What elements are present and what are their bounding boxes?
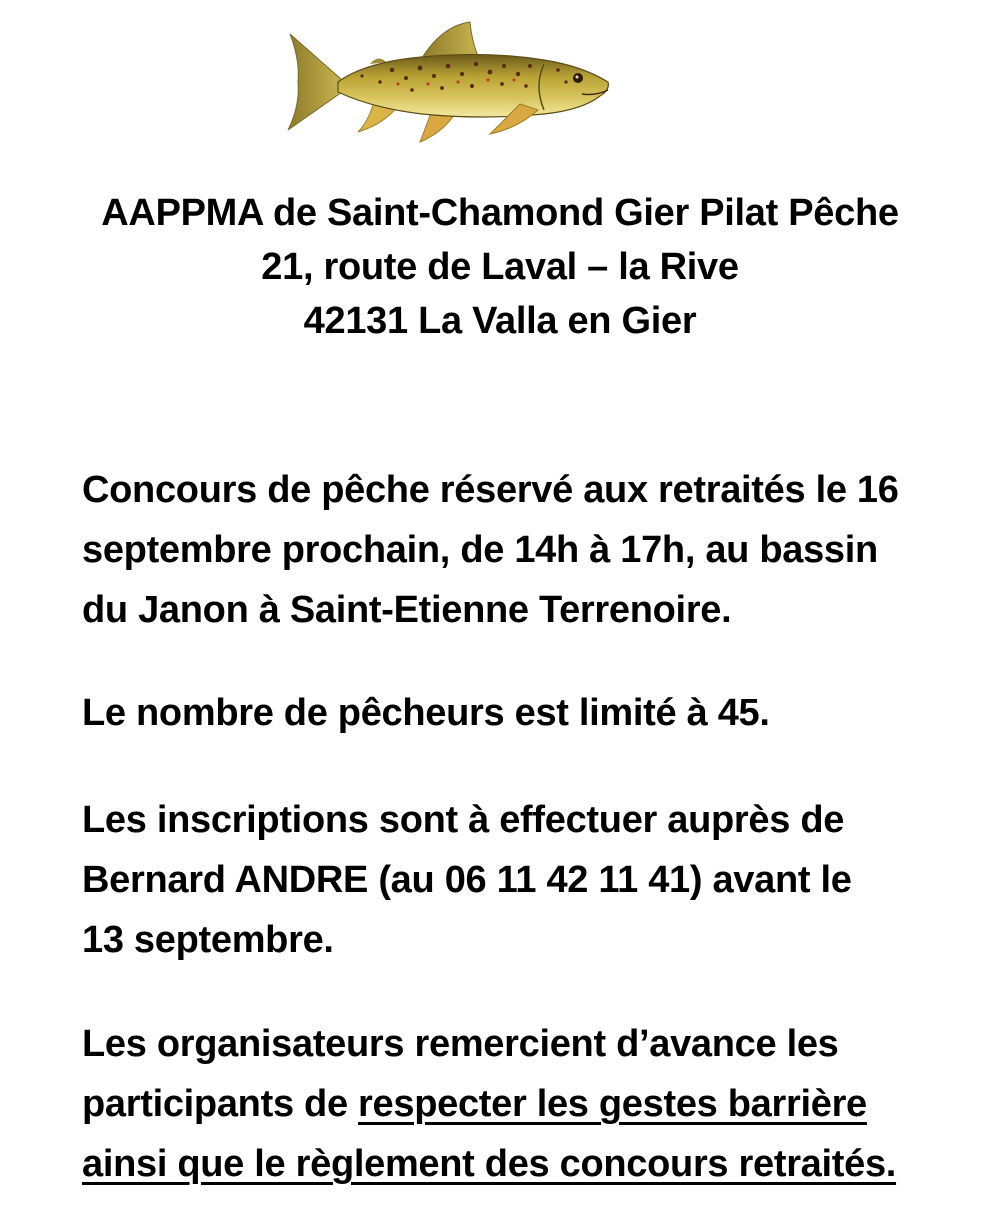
note-line-1: Les organisateurs remercient d’avance les (82, 1023, 839, 1065)
organizers-note (82, 1014, 962, 1194)
event-description (82, 460, 962, 640)
club-city: 42131 La Valla en Gier (303, 300, 697, 342)
registration-line-3: 13 septembre. (82, 919, 334, 961)
note-line-2-prefix: participants de (82, 1083, 359, 1125)
limit-line: Le nombre de pêcheurs est limité à 45. (82, 692, 770, 734)
registration-line-1: Les inscriptions sont à effectuer auprès de (82, 799, 845, 841)
note-underlined-rules: ainsi que le règlement des concours retraités. (82, 1143, 897, 1185)
participant-limit (82, 683, 962, 743)
trout-icon (282, 20, 616, 144)
note-line-2 (82, 1074, 962, 1134)
club-street: 21, route de Laval – la Rive (261, 246, 739, 288)
note-underlined-barrier-gestures: respecter les gestes barrière (358, 1083, 867, 1125)
event-line-1: Concours de pêche réservé aux retraités le 16 (82, 469, 899, 511)
club-address-header (0, 186, 1000, 348)
note-line-3 (82, 1134, 962, 1194)
registration-line-2: Bernard ANDRE (au 06 11 42 11 41) avant le (82, 859, 852, 901)
registration-info (82, 790, 962, 970)
club-name: AAPPMA de Saint-Chamond Gier Pilat Pêche (101, 192, 899, 234)
event-line-3: du Janon à Saint-Etienne Terrenoire. (82, 589, 732, 631)
event-line-2: septembre prochain, de 14h à 17h, au bassin (82, 529, 878, 571)
